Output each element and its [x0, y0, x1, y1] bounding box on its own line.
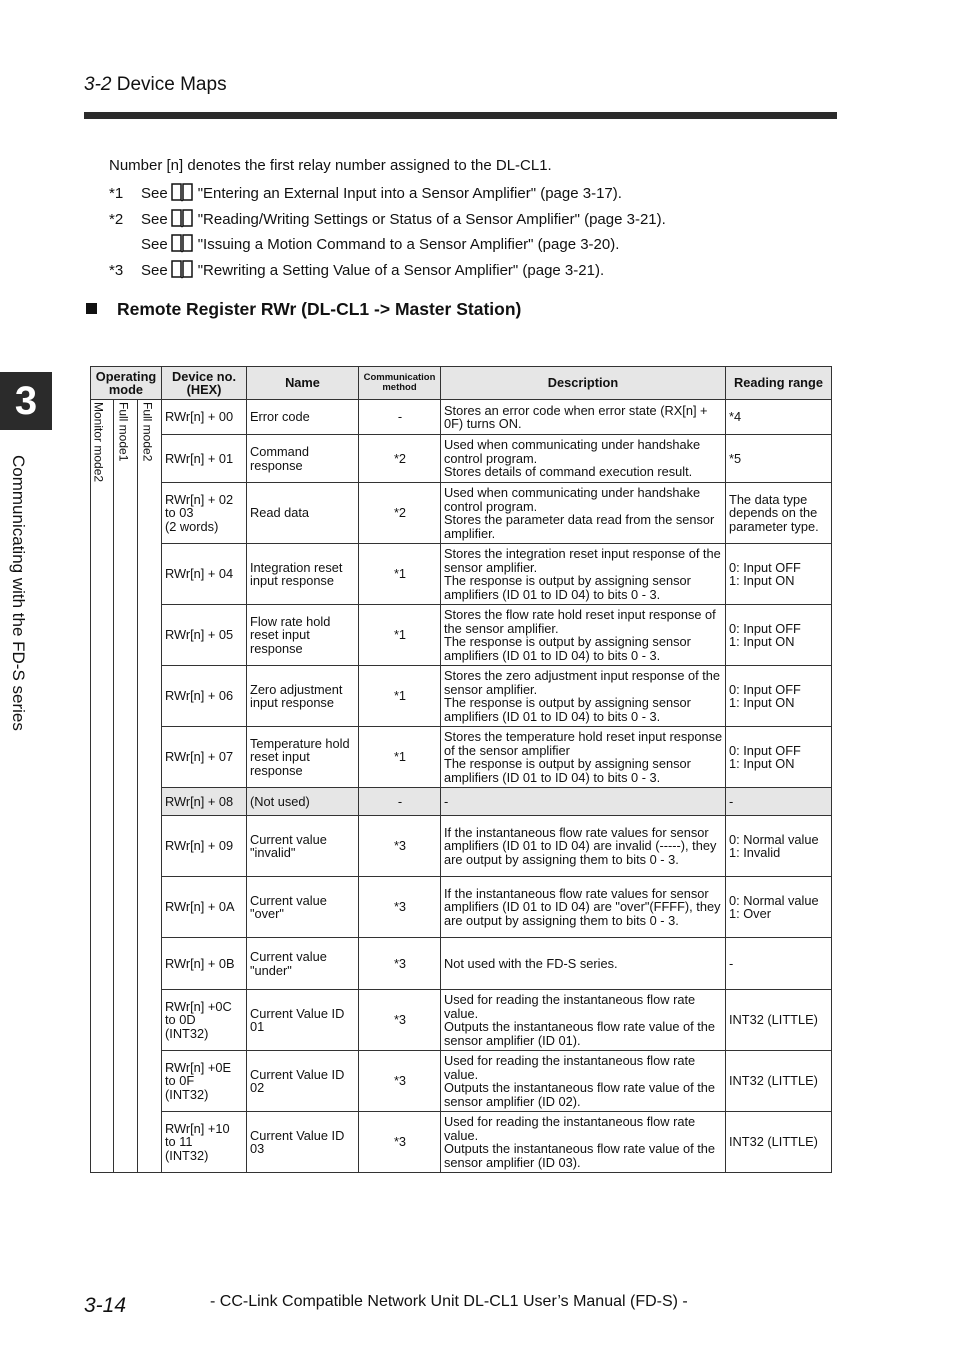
mode-label: Full mode2: [140, 402, 155, 462]
range-cell: 0: Input OFF 1: Input ON: [726, 666, 832, 727]
note-link[interactable]: "Rewriting a Setting Value of a Sensor Amplifier" (page 3-21).: [197, 262, 605, 279]
note-see: See: [141, 236, 168, 253]
device-cell: RWr[n] +10 to 11 (INT32): [162, 1112, 247, 1173]
device-cell: RWr[n] + 07: [162, 727, 247, 788]
header-description: Description: [441, 367, 726, 400]
range-cell: The data type depends on the parameter type.: [726, 483, 832, 544]
description-cell: Stores an error code when error state (RX[n] + 0F) turns ON.: [441, 400, 726, 435]
note-item: [109, 208, 666, 228]
range-cell: 0: Input OFF 1: Input ON: [726, 727, 832, 788]
name-cell: Current value "under": [247, 938, 359, 990]
range-cell: INT32 (LITTLE): [726, 990, 832, 1051]
table-row: [91, 400, 832, 435]
range-cell: INT32 (LITTLE): [726, 1112, 832, 1173]
name-cell: Current value "over": [247, 877, 359, 938]
note-marker: *2: [109, 211, 124, 228]
note-marker: *3: [109, 262, 124, 279]
range-cell: 0: Normal value 1: Over: [726, 877, 832, 938]
table-header-row: [91, 367, 832, 400]
method-cell: *1: [359, 666, 441, 727]
table-row: [91, 727, 832, 788]
method-cell: -: [359, 400, 441, 435]
description-cell: Used when communicating under handshake control program. Stores details of command execution result.: [441, 435, 726, 483]
range-cell: INT32 (LITTLE): [726, 1051, 832, 1112]
note-link[interactable]: "Entering an External Input into a Sensor Amplifier" (page 3-17).: [197, 185, 622, 202]
description-cell: Used for reading the instantaneous flow rate value. Outputs the instantaneous flow rate value of the sensor amplifier (ID 01).: [441, 990, 726, 1051]
name-cell: Current Value ID 02: [247, 1051, 359, 1112]
table-heading-text: Remote Register RWr (DL-CL1 -> Master Station): [117, 299, 522, 319]
device-cell: RWr[n] + 02 to 03 (2 words): [162, 483, 247, 544]
device-cell: RWr[n] + 04: [162, 544, 247, 605]
table-row: [91, 1112, 832, 1173]
note-item: [109, 233, 619, 253]
name-cell: Command response: [247, 435, 359, 483]
method-cell: *1: [359, 727, 441, 788]
intro-note: Number [n] denotes the first relay number assigned to the DL-CL1.: [109, 157, 552, 174]
description-cell: Stores the temperature hold reset input response of the sensor amplifier The response is output by assigning sensor amplifiers (ID 01 to ID 04) to bits 0 - 3.: [441, 727, 726, 788]
chapter-tab[interactable]: 3: [0, 372, 52, 430]
note-item: [109, 182, 622, 202]
device-cell: RWr[n] + 06: [162, 666, 247, 727]
range-cell: -: [726, 788, 832, 816]
table-heading: [86, 299, 521, 320]
description-cell: Used when communicating under handshake control program. Stores the parameter data read from the sensor amplifier.: [441, 483, 726, 544]
manual-book-icon[interactable]: [170, 233, 194, 253]
method-cell: *2: [359, 435, 441, 483]
mode-label: Full mode1: [116, 402, 131, 462]
table-row: [91, 877, 832, 938]
method-cell: *3: [359, 816, 441, 877]
device-cell: RWr[n] + 01: [162, 435, 247, 483]
device-cell: RWr[n] + 00: [162, 400, 247, 435]
device-cell: RWr[n] + 08: [162, 788, 247, 816]
table-row: [91, 435, 832, 483]
table-row: [91, 938, 832, 990]
device-cell: RWr[n] + 05: [162, 605, 247, 666]
method-cell: *3: [359, 877, 441, 938]
section-name: Device Maps: [116, 74, 227, 95]
manual-book-icon[interactable]: [170, 182, 194, 202]
method-cell: *1: [359, 544, 441, 605]
method-cell: -: [359, 788, 441, 816]
note-see: See: [141, 185, 168, 202]
range-cell: -: [726, 938, 832, 990]
mode-column-monitor: [91, 400, 114, 1173]
note-see: See: [141, 262, 168, 279]
device-cell: RWr[n] + 09: [162, 816, 247, 877]
section-number: 3-2: [84, 74, 112, 95]
name-cell: Zero adjustment input response: [247, 666, 359, 727]
method-cell: *1: [359, 605, 441, 666]
mode-column-full2: [138, 400, 162, 1173]
name-cell: Current Value ID 01: [247, 990, 359, 1051]
device-cell: RWr[n] +0C to 0D (INT32): [162, 990, 247, 1051]
section-title: [84, 74, 227, 96]
table-row: [91, 788, 832, 816]
method-cell: *3: [359, 990, 441, 1051]
mode-label: Monitor mode2: [91, 402, 106, 483]
table-row: [91, 544, 832, 605]
table-row: [91, 990, 832, 1051]
description-cell: If the instantaneous flow rate values for sensor amplifiers (ID 01 to ID 04) are invalid (-----), they are output by assigning them to bits 0 - 3.: [441, 816, 726, 877]
range-cell: 0: Normal value 1: Invalid: [726, 816, 832, 877]
description-cell: Stores the flow rate hold reset input response of the sensor amplifier. The response is output by assigning sensor amplifiers (ID 01 to ID 04) to bits 0 - 3.: [441, 605, 726, 666]
table-row: [91, 816, 832, 877]
device-cell: RWr[n] +0E to 0F (INT32): [162, 1051, 247, 1112]
description-cell: Not used with the FD-S series.: [441, 938, 726, 990]
range-cell: *5: [726, 435, 832, 483]
range-cell: 0: Input OFF 1: Input ON: [726, 605, 832, 666]
bullet-square-icon: [86, 303, 97, 314]
name-cell: Temperature hold reset input response: [247, 727, 359, 788]
method-cell: *2: [359, 483, 441, 544]
header-method: Communication method: [359, 367, 441, 400]
name-cell: Current Value ID 03: [247, 1112, 359, 1173]
table-row: [91, 666, 832, 727]
table-row: [91, 605, 832, 666]
note-marker: *1: [109, 185, 124, 202]
device-cell: RWr[n] + 0A: [162, 877, 247, 938]
mode-column-full1: [114, 400, 138, 1173]
name-cell: Current value "invalid": [247, 816, 359, 877]
description-cell: Used for reading the instantaneous flow rate value. Outputs the instantaneous flow rate value of the sensor amplifier (ID 02).: [441, 1051, 726, 1112]
method-cell: *3: [359, 1112, 441, 1173]
name-cell: Flow rate hold reset input response: [247, 605, 359, 666]
range-cell: 0: Input OFF 1: Input ON: [726, 544, 832, 605]
name-cell: Read data: [247, 483, 359, 544]
chapter-side-label: Communicating with the FD-S series: [9, 455, 28, 731]
register-table: [90, 366, 832, 1173]
manual-title: - CC-Link Compatible Network Unit DL-CL1 User’s Manual (FD-S) -: [210, 1293, 688, 1310]
note-link[interactable]: "Issuing a Motion Command to a Sensor Amplifier" (page 3-20).: [197, 236, 620, 253]
manual-book-icon[interactable]: [170, 259, 194, 279]
table-row: [91, 1051, 832, 1112]
range-cell: *4: [726, 400, 832, 435]
header-name: Name: [247, 367, 359, 400]
note-link[interactable]: "Reading/Writing Settings or Status of a Sensor Amplifier" (page 3-21).: [197, 211, 666, 228]
device-cell: RWr[n] + 0B: [162, 938, 247, 990]
header-mode: Operating mode: [91, 367, 162, 400]
description-cell: Stores the zero adjustment input response of the sensor amplifier. The response is output by assigning sensor amplifiers (ID 01 to ID 04) to bits 0 - 3.: [441, 666, 726, 727]
name-cell: Integration reset input response: [247, 544, 359, 605]
header-range: Reading range: [726, 367, 832, 400]
name-cell: Error code: [247, 400, 359, 435]
description-cell: Used for reading the instantaneous flow rate value. Outputs the instantaneous flow rate value of the sensor amplifier (ID 03).: [441, 1112, 726, 1173]
description-cell: -: [441, 788, 726, 816]
manual-book-icon[interactable]: [170, 208, 194, 228]
description-cell: Stores the integration reset input response of the sensor amplifier. The response is output by assigning sensor amplifiers (ID 01 to ID 04) to bits 0 - 3.: [441, 544, 726, 605]
note-see: See: [141, 211, 168, 228]
name-cell: (Not used): [247, 788, 359, 816]
method-cell: *3: [359, 1051, 441, 1112]
page-number: 3-14: [84, 1294, 127, 1317]
description-cell: If the instantaneous flow rate values for sensor amplifiers (ID 01 to ID 04) are "over"(FFFF), they are output by assigning them to bits 0 - 3.: [441, 877, 726, 938]
header-rule: [84, 112, 837, 119]
table-row: [91, 483, 832, 544]
method-cell: *3: [359, 938, 441, 990]
note-item: [109, 259, 604, 279]
header-device: Device no. (HEX): [162, 367, 247, 400]
